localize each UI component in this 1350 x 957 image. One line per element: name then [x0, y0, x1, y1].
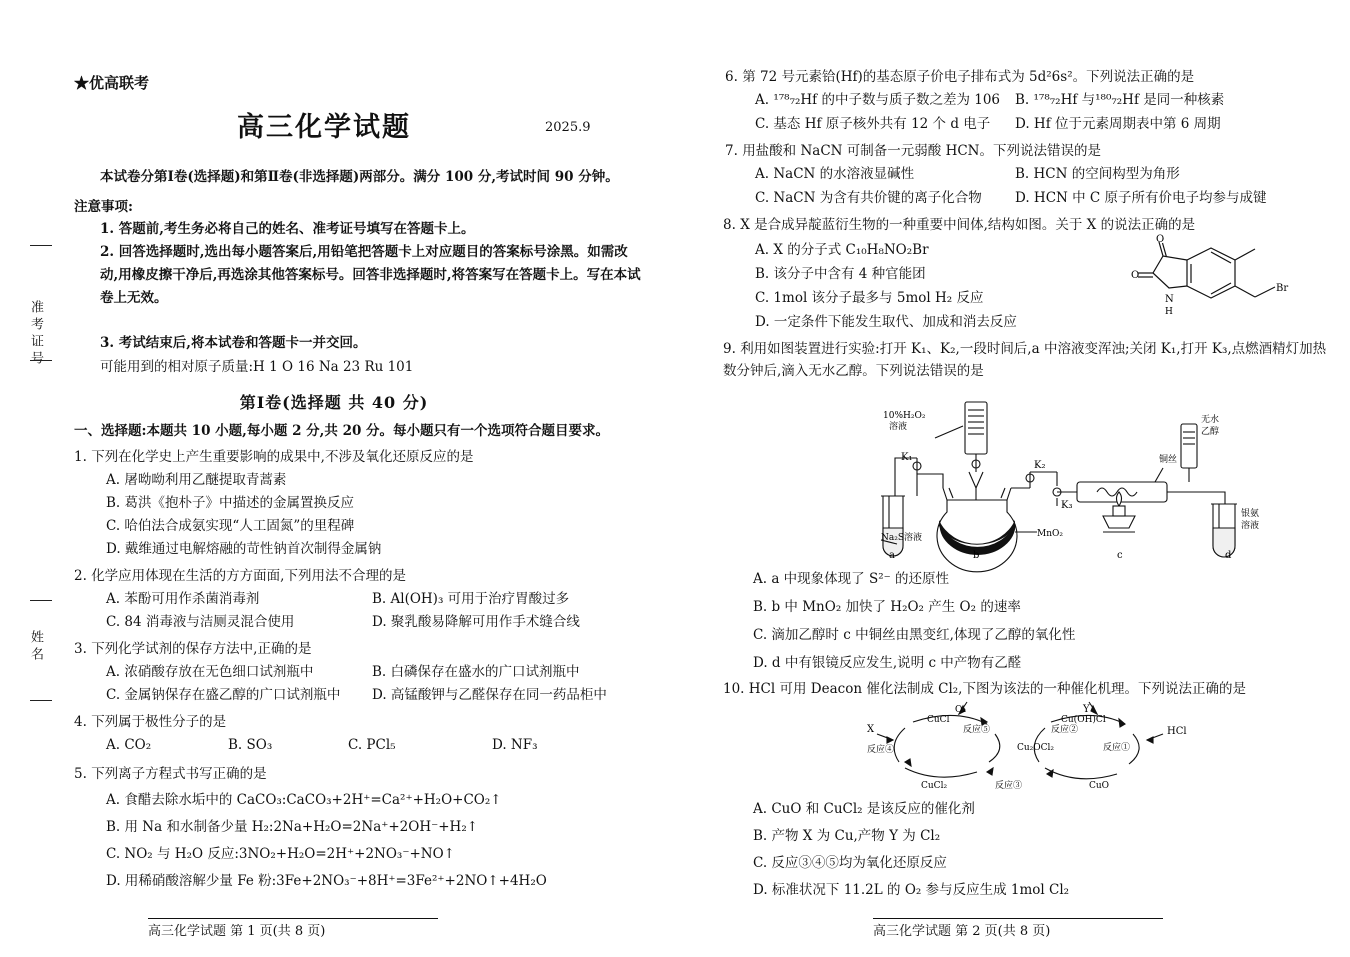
- exam-number-label: 准考证号: [28, 300, 43, 368]
- option: C. 基态 Hf 原子核外共有 12 个 d 电子: [755, 116, 991, 132]
- label-k3: K₃: [1061, 500, 1073, 511]
- label-hcl: HCl: [1167, 726, 1187, 737]
- option: A. NaCN 的水溶液显碱性: [755, 166, 915, 182]
- option: B. 白磷保存在盛水的广口试剂瓶中: [372, 664, 580, 680]
- option: D. HCN 中 C 原子所有价电子均参与成键: [1015, 190, 1267, 206]
- question-stem: 第 72 号元素铪(Hf)的基态原子价电子排布式为 5d²6s²。下列说法正确的是: [742, 69, 1195, 85]
- margin-rule-3: [30, 600, 52, 601]
- footer-rule-left: [148, 918, 438, 919]
- atomic-mass-note: 可能用到的相对原子质量:H 1 O 16 Na 23 Ru 101: [100, 359, 414, 375]
- figure-experiment-apparatus: [685, 396, 1345, 561]
- label-reaction-3: 反应③: [995, 781, 1023, 791]
- section-1-heading: 第Ⅰ卷(选择题 共 40 分): [239, 393, 429, 412]
- option: B. ¹⁷⁸₇₂Hf 与¹⁸⁰₇₂Hf 是同一种核素: [1015, 92, 1225, 108]
- svg-text:H: H: [1165, 307, 1173, 317]
- option: B. Al(OH)₃ 可用于治疗胃酸过多: [372, 591, 570, 607]
- question-number: 7.: [725, 143, 738, 159]
- option: B. HCN 的空间构型为角形: [1015, 166, 1180, 182]
- figure-isatin-structure: [1125, 234, 1315, 330]
- question-stem: X 是合成异靛蓝衍生物的一种重要中间体,结构如图。关于 X 的说法正确的是: [740, 217, 1196, 233]
- option: A. 浓硝酸存放在无色细口试剂瓶中: [106, 664, 314, 680]
- intro-line1: 本试卷分第Ⅰ卷(选择题)和第Ⅱ卷(非选择题)两部分。满分 100 分,考试时间 90 分钟。: [100, 169, 619, 185]
- svg-text:O: O: [1131, 270, 1140, 281]
- question-number: 9.: [723, 341, 736, 357]
- label-ethanol: 乙醇: [1201, 427, 1220, 437]
- option: D. NF₃: [492, 737, 538, 753]
- label-a: a: [889, 550, 895, 561]
- footer-left: 高三化学试题 第 1 页(共 8 页): [148, 924, 326, 939]
- label-d: d: [1225, 550, 1232, 561]
- option: D. 标准状况下 11.2L 的 O₂ 参与反应生成 1mol Cl₂: [753, 882, 1070, 898]
- question-number: 3.: [74, 641, 87, 657]
- option: D. 一定条件下能发生取代、加成和消去反应: [755, 314, 1017, 330]
- question-number: 8.: [723, 217, 736, 233]
- option: C. PCl₅: [348, 737, 396, 753]
- right-column: [675, 0, 1350, 957]
- option: A. CuO 和 CuCl₂ 是该反应的催化剂: [753, 801, 975, 817]
- footer-rule-right: [873, 918, 1163, 919]
- label-cucl2: CuCl₂: [921, 781, 948, 791]
- option: A. X 的分子式 C₁₀H₈NO₂Br: [755, 242, 929, 258]
- option: D. d 中有银镜反应发生,说明 c 中产物有乙醛: [753, 655, 1022, 671]
- label-cuohcl: Cu(OH)Cl: [1061, 715, 1106, 725]
- svg-text:Br: Br: [1276, 283, 1289, 294]
- margin-rule-2: [30, 360, 52, 361]
- name-label: 姓名: [28, 630, 43, 664]
- label-h2o2: 10%H₂O₂: [883, 411, 926, 421]
- label-anhydrous: 无水: [1201, 415, 1220, 425]
- svg-text:N: N: [1165, 294, 1174, 305]
- option: A. 苯酚可用作杀菌消毒剂: [106, 591, 260, 607]
- label-cu2ocl2: Cu₂OCl₂: [1017, 743, 1055, 753]
- label-k2: K₂: [1034, 460, 1046, 471]
- question-stem: 利用如图装置进行实验:打开 K₁、K₂,一段时间后,a 中溶液变浑浊;关闭 K₁,打开 K₃,点燃酒精灯加热数分钟后,滴入无水乙醇。下列说法错误的是: [723, 341, 1327, 379]
- option: C. 滴加乙醇时 c 中铜丝由黑变红,体现了乙醇的氧化性: [753, 627, 1076, 643]
- label-reaction-1: 反应①: [1103, 743, 1131, 753]
- option: B. b 中 MnO₂ 加快了 H₂O₂ 产生 O₂ 的速率: [753, 599, 1021, 615]
- question-stem: 用盐酸和 NaCN 可制备一元弱酸 HCN。下列说法错误的是: [742, 143, 1101, 159]
- option: A. 屠呦呦利用乙醚提取青蒿素: [106, 472, 287, 488]
- page-title: 高三化学试题: [237, 112, 411, 143]
- question-stem: 下列属于极性分子的是: [91, 714, 227, 730]
- label-k1: K₁: [901, 452, 913, 463]
- label-reaction-4: 反应④: [867, 745, 895, 755]
- option: B. 用 Na 和水制备少量 H₂:2Na+H₂O=2Na⁺+2OH⁻+H₂↑: [106, 819, 479, 835]
- figure-catalytic-cycle: [855, 700, 1255, 795]
- footer-right: 高三化学试题 第 2 页(共 8 页): [873, 924, 1051, 939]
- question-number: 4.: [74, 714, 87, 730]
- question-stem: 下列离子方程式书写正确的是: [91, 766, 267, 782]
- label-silver: 银氨: [1241, 509, 1260, 519]
- option: C. 反应③④⑤均为氧化还原反应: [753, 855, 947, 871]
- option: B. 该分子中含有 4 种官能团: [755, 266, 926, 282]
- label-na2s: Na₂S溶液: [881, 533, 923, 543]
- svg-text:O: O: [1156, 234, 1165, 245]
- option: B. SO₃: [228, 737, 273, 753]
- option: C. 1mol 该分子最多与 5mol H₂ 反应: [755, 290, 984, 306]
- option: B. 葛洪《抱朴子》中描述的金属置换反应: [106, 495, 355, 511]
- option: C. 哈伯法合成氨实现“人工固氮”的里程碑: [106, 518, 355, 534]
- option: B. 产物 X 为 Cu,产物 Y 为 Cl₂: [753, 828, 941, 844]
- question-stem: 化学应用体现在生活的方方面面,下列用法不合理的是: [91, 568, 406, 584]
- label-h2o2-2: 溶液: [889, 422, 908, 432]
- option: D. 用稀硝酸溶解少量 Fe 粉:3Fe+2NO₃⁻+8H⁺=3Fe²⁺+2NO↑+4H₂O: [106, 873, 547, 889]
- label-reaction-5: 反应⑤: [963, 725, 991, 735]
- label-cuo: CuO: [1089, 781, 1110, 791]
- option: A. CO₂: [106, 737, 152, 753]
- option: C. NaCN 为含有共价键的离子化合物: [755, 190, 982, 206]
- question-stem: 下列在化学史上产生重要影响的成果中,不涉及氧化还原反应的是: [91, 449, 474, 465]
- section-1-instruction: 一、选择题:本题共 10 小题,每小题 2 分,共 20 分。每小题只有一个选项符合题目要求。: [74, 423, 610, 439]
- option: C. 金属钠保存在盛乙醇的广口试剂瓶中: [106, 687, 341, 703]
- notice-1: 1. 答题前,考生务必将自己的姓名、准考证号填写在答题卡上。: [100, 221, 475, 237]
- option: C. 84 消毒液与洁厕灵混合使用: [106, 614, 295, 630]
- label-reaction-2: 反应②: [1051, 725, 1079, 735]
- label-x: X: [867, 724, 875, 735]
- option: C. NO₂ 与 H₂O 反应:3NO₂+H₂O=2H⁺+2NO₃⁻+NO↑: [106, 846, 455, 862]
- brand-line: ★优高联考: [74, 74, 150, 92]
- question-stem: 下列化学试剂的保存方法中,正确的是: [91, 641, 312, 657]
- option: A. ¹⁷⁸₇₂Hf 的中子数与质子数之差为 106: [755, 92, 1001, 108]
- option: D. 高锰酸钾与乙醛保存在同一药品柜中: [372, 687, 607, 703]
- date-stamp: 2025.9: [545, 120, 591, 135]
- option: D. Hf 位于元素周期表中第 6 周期: [1015, 116, 1221, 132]
- label-cucl: CuCl: [927, 715, 950, 725]
- question-number: 2.: [74, 568, 87, 584]
- question-stem: HCl 可用 Deacon 催化法制成 Cl₂,下图为该法的一种催化机理。下列说法正确的是: [748, 681, 1246, 697]
- label-o2: O₂: [955, 705, 966, 715]
- label-silver-2: 溶液: [1241, 521, 1260, 531]
- option: A. a 中现象体现了 S²⁻ 的还原性: [753, 571, 950, 587]
- question-number: 5.: [74, 766, 87, 782]
- label-cu-wire: 铜丝: [1159, 455, 1178, 465]
- question-number: 10.: [723, 681, 745, 697]
- margin-rule-1: [30, 245, 52, 246]
- option: A. 食醋去除水垢中的 CaCO₃:CaCO₃+2H⁺=Ca²⁺+H₂O+CO₂↑: [106, 792, 502, 808]
- label-c: c: [1117, 550, 1123, 561]
- option: D. 戴维通过电解熔融的苛性钠首次制得金属钠: [106, 541, 382, 557]
- question-number: 1.: [74, 449, 87, 465]
- margin-rule-4: [30, 700, 52, 701]
- label-y: Y: [1083, 704, 1090, 715]
- notice-3: 3. 考试结束后,将本试卷和答题卡一并交回。: [100, 335, 367, 351]
- question-number: 6.: [725, 69, 738, 85]
- notice-2: 2. 回答选择题时,选出每小题答案后,用铅笔把答题卡上对应题目的答案标号涂黑。如需改动,用橡皮擦干净后,再选涂其他答案标号。回答非选择题时,将答案写在答题卡上。写在本试卷上无效。: [100, 244, 641, 306]
- label-mno2: MnO₂: [1037, 529, 1063, 539]
- notice-title: 注意事项:: [74, 199, 133, 215]
- label-b: b: [973, 550, 980, 561]
- option: D. 聚乳酸易降解可用作手术缝合线: [372, 614, 580, 630]
